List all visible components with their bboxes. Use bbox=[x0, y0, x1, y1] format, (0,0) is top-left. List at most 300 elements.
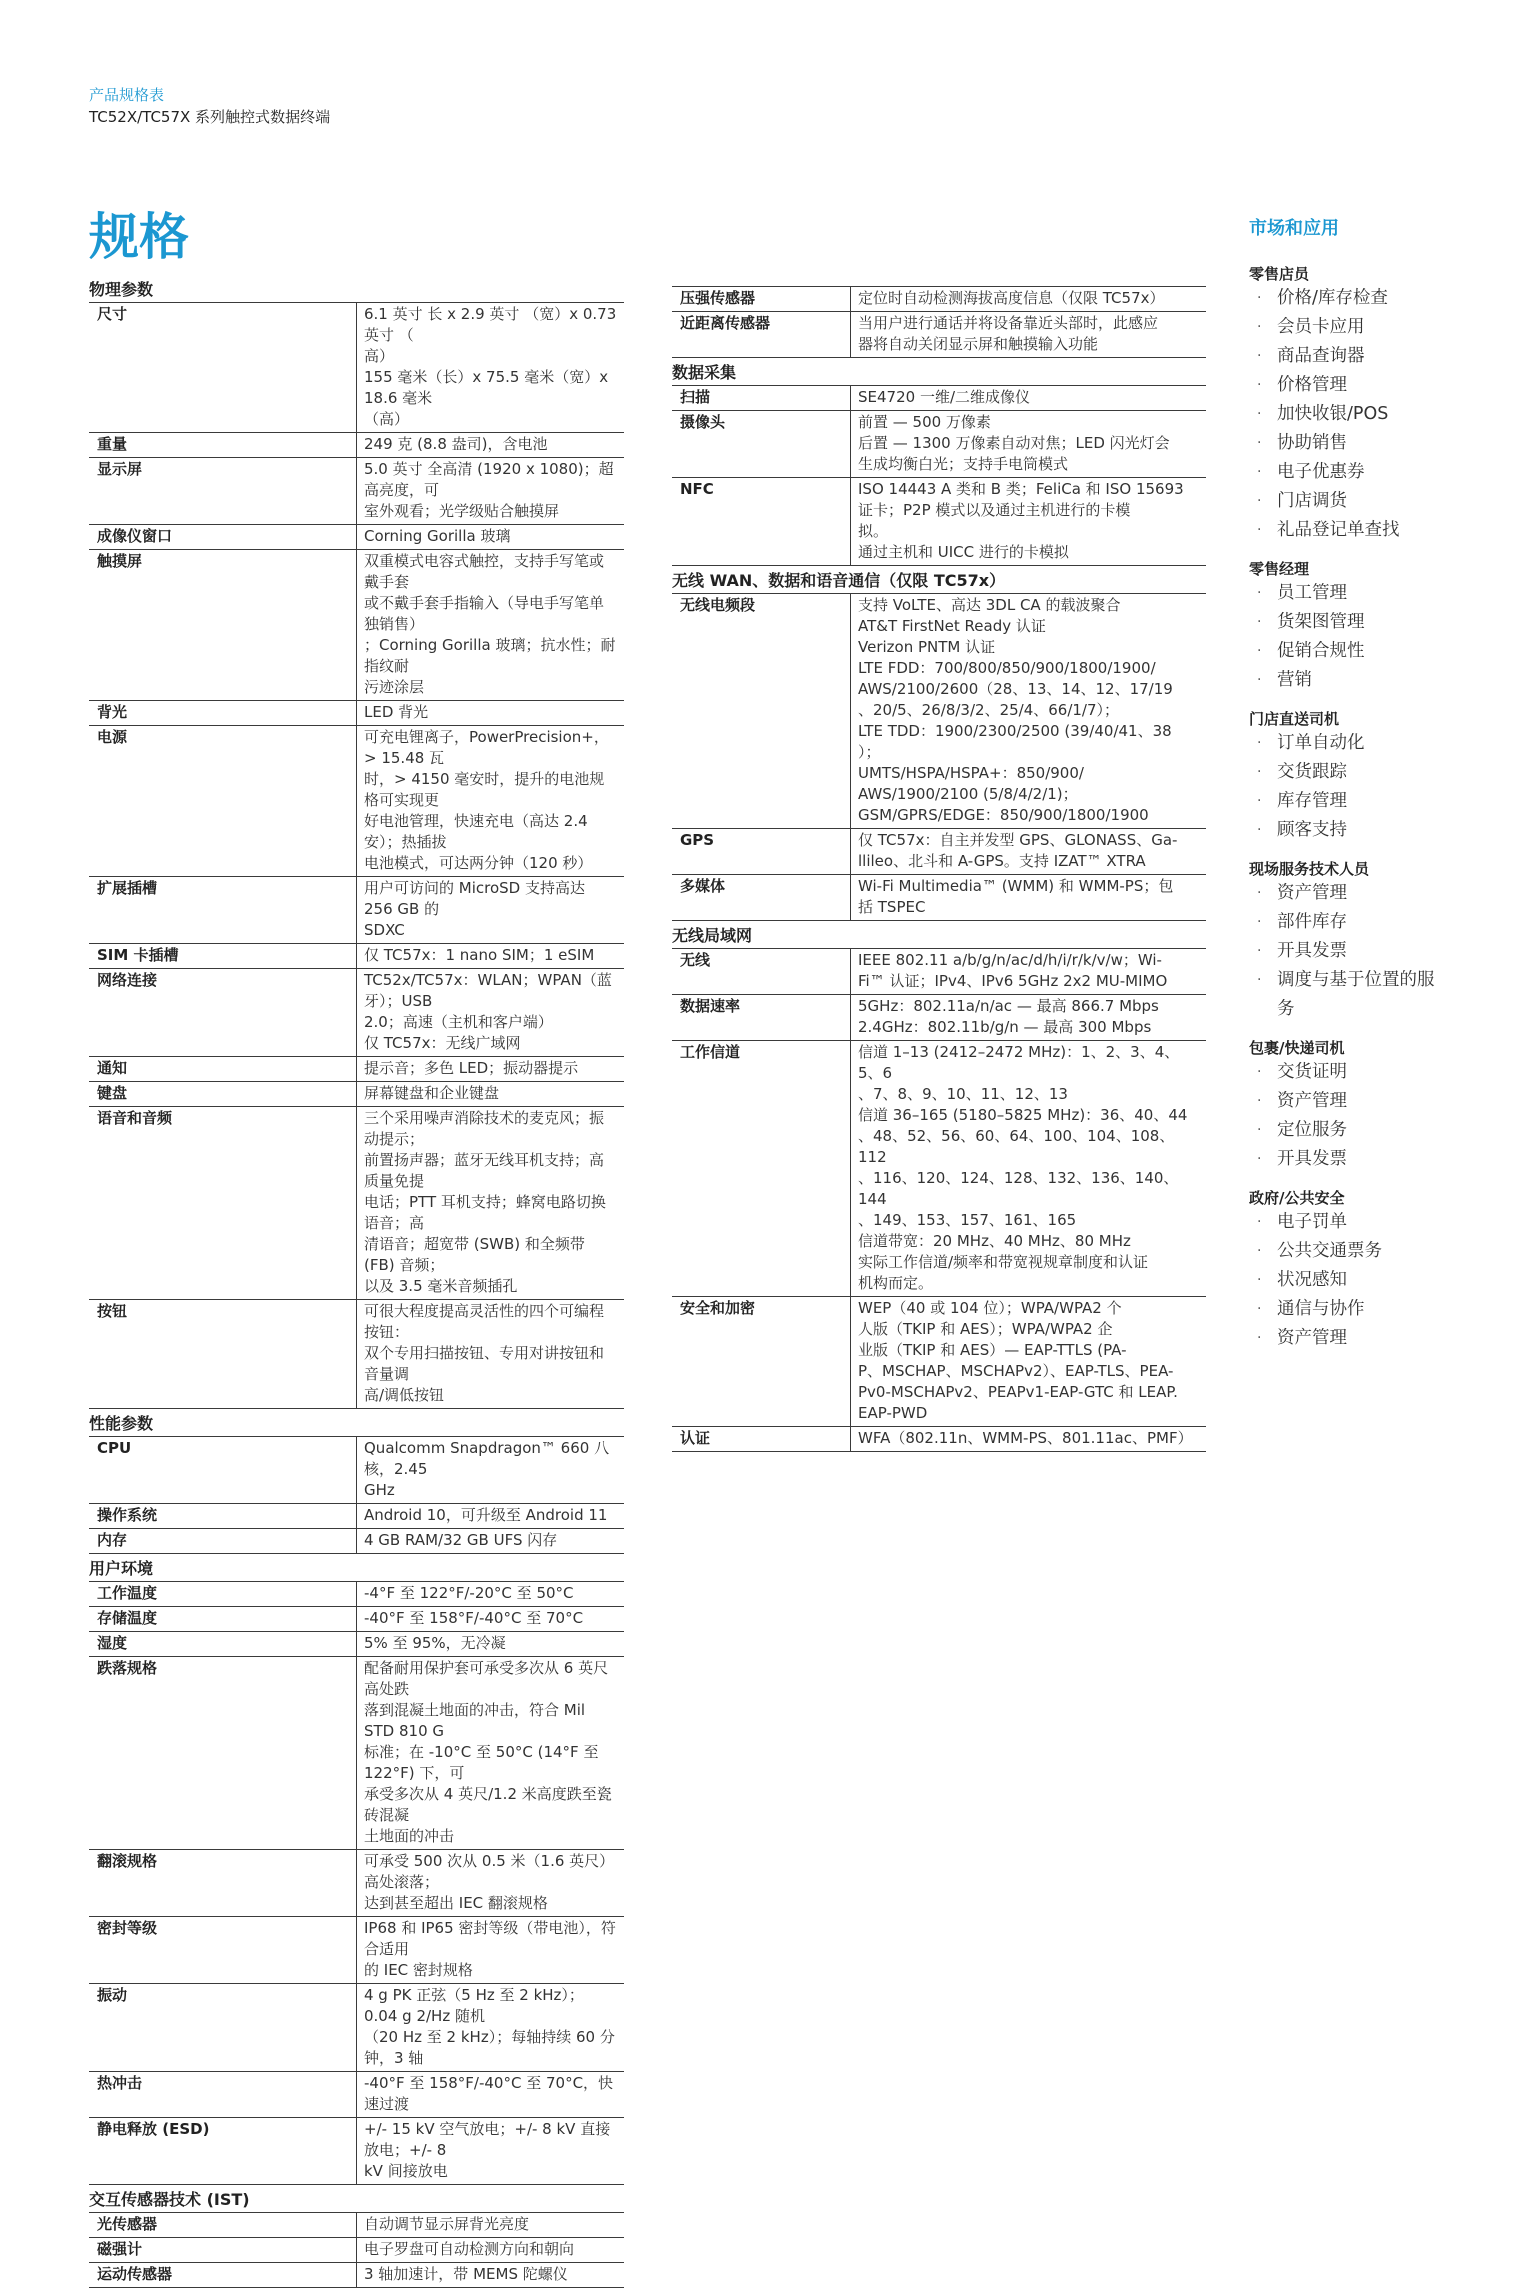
spec-value-line: LTE TDD：1900/2300/2500 (39/40/41、38 bbox=[858, 722, 1172, 740]
spec-value-line: -4°F 至 122°F/-20°C 至 50°C bbox=[364, 1584, 574, 1602]
spec-value-line: 人版（TKIP 和 AES）；WPA/WPA2 企 bbox=[858, 1320, 1113, 1338]
spec-value-line: Qualcomm Snapdragon™ 660 八核，2.45 bbox=[364, 1439, 610, 1478]
spec-value bbox=[357, 1057, 625, 1082]
spec-key: 运动传感器 bbox=[89, 2263, 357, 2288]
page-header bbox=[89, 84, 330, 128]
spec-value-line: 污迹涂层 bbox=[364, 678, 425, 696]
spec-key: 压强传感器 bbox=[672, 287, 851, 312]
spec-value-line: -40°F 至 158°F/-40°C 至 70°C bbox=[364, 1609, 584, 1627]
spec-value bbox=[357, 2263, 625, 2288]
market-item-label: 库存管理 bbox=[1277, 791, 1347, 811]
market-list-item bbox=[1249, 516, 1449, 545]
market-item-label: 门店调货 bbox=[1277, 491, 1347, 511]
spec-value-line: 标准；在 -10°C 至 50°C (14°F 至 122°F) 下，可 bbox=[364, 1743, 599, 1782]
market-group bbox=[1249, 264, 1449, 545]
spec-key: 通知 bbox=[89, 1057, 357, 1082]
spec-value-line: 定位时自动检测海拔高度信息（仅限 TC57x） bbox=[858, 289, 1165, 307]
spec-value-line: GSM/GPRS/EDGE：850/900/1800/1900 bbox=[858, 806, 1149, 824]
spec-value bbox=[357, 1300, 625, 1409]
spec-row bbox=[89, 525, 624, 550]
spec-value-line: 电池模式，可达两分钟（120 秒） bbox=[364, 854, 593, 872]
spec-value-line: 2.0；高速（主机和客户端） bbox=[364, 1013, 553, 1031]
market-group-title: 现场服务技术人员 bbox=[1249, 860, 1370, 878]
spec-key: 语音和音频 bbox=[89, 1107, 357, 1300]
spec-value bbox=[357, 877, 625, 944]
spec-key: 认证 bbox=[672, 1427, 851, 1452]
page-title: 规格 bbox=[89, 208, 189, 266]
spec-key: 湿度 bbox=[89, 1632, 357, 1657]
spec-value-line: 括 TSPEC bbox=[858, 898, 926, 916]
spec-value-line: -40°F 至 158°F/-40°C 至 70°C，快速过渡 bbox=[364, 2074, 614, 2113]
bullet-icon: · bbox=[1257, 822, 1262, 838]
spec-row bbox=[89, 1107, 624, 1300]
spec-row bbox=[89, 2238, 624, 2263]
header-product-line: TC52X/TC57X 系列触控式数据终端 bbox=[89, 108, 331, 126]
spec-value bbox=[357, 303, 625, 433]
market-list-item bbox=[1249, 1116, 1449, 1145]
spec-value-line: 可承受 500 次从 0.5 米（1.6 英尺）高处滚落； bbox=[364, 1852, 615, 1891]
market-list-item bbox=[1249, 966, 1449, 1024]
spec-table-middle bbox=[672, 286, 1206, 1452]
market-list-item bbox=[1249, 1237, 1449, 1266]
spec-value-line: 高） bbox=[364, 347, 395, 365]
spec-key: 成像仪窗口 bbox=[89, 525, 357, 550]
spec-section-header bbox=[89, 275, 624, 303]
spec-value bbox=[357, 701, 625, 726]
market-list-item bbox=[1249, 1058, 1449, 1087]
market-group-title: 政府/公共安全 bbox=[1249, 1189, 1345, 1207]
market-item-label: 状况感知 bbox=[1277, 1270, 1347, 1290]
bullet-icon: · bbox=[1257, 1330, 1262, 1346]
spec-value bbox=[357, 458, 625, 525]
spec-value-line: 3 轴加速计，带 MEMS 陀螺仪 bbox=[364, 2265, 568, 2283]
spec-value-line: Android 10，可升级至 Android 11 bbox=[364, 1506, 608, 1524]
spec-key: 尺寸 bbox=[89, 303, 357, 433]
spec-value bbox=[357, 2238, 625, 2263]
spec-key: 操作系统 bbox=[89, 1504, 357, 1529]
spec-key: 振动 bbox=[89, 1984, 357, 2072]
bullet-icon: · bbox=[1257, 1093, 1262, 1109]
spec-key: CPU bbox=[89, 1437, 357, 1504]
spec-value bbox=[357, 525, 625, 550]
bullet-icon: · bbox=[1257, 914, 1262, 930]
spec-value-line: 承受多次从 4 英尺/1.2 米高度跌至瓷砖混凝 bbox=[364, 1785, 612, 1824]
spec-value bbox=[851, 1041, 1207, 1297]
spec-value bbox=[851, 287, 1207, 312]
spec-section-title: 性能参数 bbox=[89, 1409, 624, 1437]
spec-value-line: GHz bbox=[364, 1481, 395, 1499]
market-list-item bbox=[1249, 284, 1449, 313]
markets-title: 市场和应用 bbox=[1249, 218, 1339, 239]
bullet-icon: · bbox=[1257, 493, 1262, 509]
spec-value-line: 、149、153、157、161、165 bbox=[858, 1211, 1077, 1229]
spec-row bbox=[89, 1607, 624, 1632]
spec-row bbox=[89, 2118, 624, 2185]
market-item-label: 资产管理 bbox=[1277, 1328, 1347, 1348]
bullet-icon: · bbox=[1257, 1301, 1262, 1317]
spec-value bbox=[357, 1437, 625, 1504]
bullet-icon: · bbox=[1257, 585, 1262, 601]
bullet-icon: · bbox=[1257, 1064, 1262, 1080]
spec-key: 静电释放 (ESD) bbox=[89, 2118, 357, 2185]
spec-value-line: Corning Gorilla 玻璃 bbox=[364, 527, 511, 545]
market-item-label: 加快收银/POS bbox=[1277, 404, 1389, 424]
market-item-label: 交货跟踪 bbox=[1277, 762, 1347, 782]
spec-section-header bbox=[672, 358, 1206, 386]
spec-value-line: 电子罗盘可自动检测方向和朝向 bbox=[364, 2240, 575, 2258]
spec-value-line: 4 GB RAM/32 GB UFS 闪存 bbox=[364, 1531, 558, 1549]
spec-row bbox=[89, 1917, 624, 1984]
spec-row bbox=[89, 433, 624, 458]
market-item-label: 会员卡应用 bbox=[1277, 317, 1365, 337]
spec-row bbox=[672, 287, 1206, 312]
spec-key: 无线 bbox=[672, 949, 851, 995]
spec-value bbox=[357, 1582, 625, 1607]
spec-row bbox=[672, 949, 1206, 995]
spec-value-line: ；Corning Gorilla 玻璃；抗水性；耐指纹耐 bbox=[364, 636, 616, 675]
market-item-label: 调度与基于位置的服务 bbox=[1277, 970, 1435, 1019]
spec-value-line: 5GHz：802.11a/n/ac — 最高 866.7 Mbps bbox=[858, 997, 1159, 1015]
spec-value-line: LED 背光 bbox=[364, 703, 429, 721]
market-list-item bbox=[1249, 937, 1449, 966]
spec-value-line: 当用户进行通话并将设备靠近头部时，此感应 bbox=[858, 314, 1159, 332]
spec-value-line: 仅 TC57x：无线广域网 bbox=[364, 1034, 521, 1052]
spec-row bbox=[89, 1082, 624, 1107]
market-list-item bbox=[1249, 1266, 1449, 1295]
bullet-icon: · bbox=[1257, 377, 1262, 393]
spec-value-line: kV 间接放电 bbox=[364, 2162, 448, 2180]
spec-value-line: 或不戴手套手指输入（导电手写笔单独销售） bbox=[364, 594, 605, 633]
spec-value-line: 屏幕键盘和企业键盘 bbox=[364, 1084, 500, 1102]
spec-key: 按钮 bbox=[89, 1300, 357, 1409]
spec-value-line: 拟。 bbox=[858, 522, 889, 540]
spec-value bbox=[357, 2213, 625, 2238]
spec-row bbox=[672, 1427, 1206, 1452]
spec-value-line: WFA（802.11n、WMM-PS、801.11ac、PMF） bbox=[858, 1429, 1193, 1447]
spec-value-line: SDXC bbox=[364, 921, 405, 939]
spec-key: 内存 bbox=[89, 1529, 357, 1554]
markets-sidebar bbox=[1249, 216, 1449, 1367]
spec-value-line: 提示音；多色 LED；振动器提示 bbox=[364, 1059, 579, 1077]
spec-value bbox=[357, 726, 625, 877]
spec-value-line: LTE FDD：700/800/850/900/1800/1900/ bbox=[858, 659, 1156, 677]
spec-row bbox=[89, 2213, 624, 2238]
market-list-item bbox=[1249, 666, 1449, 695]
spec-row bbox=[672, 386, 1206, 411]
bullet-icon: · bbox=[1257, 614, 1262, 630]
spec-key: 工作信道 bbox=[672, 1041, 851, 1297]
spec-value-line: 机构而定。 bbox=[858, 1274, 934, 1292]
bullet-icon: · bbox=[1257, 643, 1262, 659]
spec-section-title: 物理参数 bbox=[89, 275, 624, 303]
spec-value bbox=[357, 1917, 625, 1984]
spec-row bbox=[672, 411, 1206, 478]
spec-key: 工作温度 bbox=[89, 1582, 357, 1607]
spec-value-line: ）； bbox=[858, 743, 881, 761]
spec-value-line: 249 克 (8.8 盎司)，含电池 bbox=[364, 435, 548, 453]
spec-key: 安全和加密 bbox=[672, 1297, 851, 1427]
market-item-label: 交货证明 bbox=[1277, 1062, 1347, 1082]
markets-groups bbox=[1249, 264, 1449, 1353]
spec-key: 显示屏 bbox=[89, 458, 357, 525]
spec-value-line: 双个专用扫描按钮、专用对讲按钮和音量调 bbox=[364, 1344, 605, 1383]
header-category: 产品规格表 bbox=[89, 86, 165, 104]
market-list-item bbox=[1249, 487, 1449, 516]
market-list-item bbox=[1249, 313, 1449, 342]
spec-value-line: 双重模式电容式触控，支持手写笔或戴手套 bbox=[364, 552, 605, 591]
spec-value-line: EAP-PWD bbox=[858, 1404, 928, 1422]
spec-value bbox=[357, 1504, 625, 1529]
bullet-icon: · bbox=[1257, 972, 1262, 988]
spec-row bbox=[672, 478, 1206, 566]
spec-key: 触摸屏 bbox=[89, 550, 357, 701]
spec-row bbox=[89, 944, 624, 969]
market-list-item bbox=[1249, 608, 1449, 637]
spec-key: 近距离传感器 bbox=[672, 312, 851, 358]
spec-value bbox=[357, 550, 625, 701]
spec-value-line: AT&T FirstNet Ready 认证 bbox=[858, 617, 1046, 635]
market-list-item bbox=[1249, 729, 1449, 758]
market-list-item bbox=[1249, 429, 1449, 458]
market-item-label: 价格/库存检查 bbox=[1277, 288, 1388, 308]
spec-row bbox=[89, 1300, 624, 1409]
spec-value-line: Wi-Fi Multimedia™ (WMM) 和 WMM-PS；包 bbox=[858, 877, 1174, 895]
spec-value-line: 、20/5、26/8/3/2、25/4、66/1/7）； bbox=[858, 701, 1120, 719]
spec-value-line: （20 Hz 至 2 kHz）；每轴持续 60 分钟，3 轴 bbox=[364, 2028, 615, 2067]
spec-value bbox=[851, 875, 1207, 921]
spec-value-line: 高/调低按钮 bbox=[364, 1386, 445, 1404]
market-item-label: 营销 bbox=[1277, 670, 1312, 690]
spec-value bbox=[851, 829, 1207, 875]
spec-section-header bbox=[672, 566, 1206, 594]
spec-value-line: 支持 VoLTE、高达 3DL CA 的载波聚合 bbox=[858, 596, 1121, 614]
bullet-icon: · bbox=[1257, 522, 1262, 538]
market-item-label: 电子罚单 bbox=[1277, 1212, 1347, 1232]
bullet-icon: · bbox=[1257, 464, 1262, 480]
market-list-item bbox=[1249, 758, 1449, 787]
market-group-title: 门店直送司机 bbox=[1249, 710, 1340, 728]
market-list-item bbox=[1249, 1208, 1449, 1237]
market-item-label: 促销合规性 bbox=[1277, 641, 1365, 661]
spec-value-line: 仅 TC57x：1 nano SIM；1 eSIM bbox=[364, 946, 595, 964]
spec-value bbox=[851, 478, 1207, 566]
spec-section-header bbox=[89, 1409, 624, 1437]
market-group bbox=[1249, 709, 1449, 845]
spec-value bbox=[357, 944, 625, 969]
spec-value bbox=[851, 411, 1207, 478]
bullet-icon: · bbox=[1257, 1151, 1262, 1167]
bullet-icon: · bbox=[1257, 885, 1262, 901]
market-group bbox=[1249, 1038, 1449, 1174]
market-item-label: 部件库存 bbox=[1277, 912, 1347, 932]
market-item-label: 资产管理 bbox=[1277, 1091, 1347, 1111]
spec-value-line: +/- 15 kV 空气放电；+/- 8 kV 直接放电；+/- 8 bbox=[364, 2120, 611, 2159]
market-item-label: 资产管理 bbox=[1277, 883, 1347, 903]
spec-key: 网络连接 bbox=[89, 969, 357, 1057]
spec-row bbox=[672, 1297, 1206, 1427]
spec-value bbox=[357, 1984, 625, 2072]
spec-key: 磁强计 bbox=[89, 2238, 357, 2263]
spec-value-line: 5% 至 95%，无冷凝 bbox=[364, 1634, 506, 1652]
spec-key: 数据速率 bbox=[672, 995, 851, 1041]
spec-value bbox=[357, 2072, 625, 2118]
spec-value-line: 5.0 英寸 全高清 (1920 x 1080)；超高亮度，可 bbox=[364, 460, 614, 499]
spec-row bbox=[89, 1504, 624, 1529]
spec-value-line: 室外观看；光学级贴合触摸屏 bbox=[364, 502, 560, 520]
spec-key: 密封等级 bbox=[89, 1917, 357, 1984]
spec-key: GPS bbox=[672, 829, 851, 875]
market-item-label: 员工管理 bbox=[1277, 583, 1347, 603]
spec-key: 跌落规格 bbox=[89, 1657, 357, 1850]
spec-key: 键盘 bbox=[89, 1082, 357, 1107]
spec-key: 重量 bbox=[89, 433, 357, 458]
spec-value-line: 155 毫米（长）x 75.5 毫米（宽）x 18.6 毫米 bbox=[364, 368, 609, 407]
spec-value-line: 仅 TC57x：自主并发型 GPS、GLONASS、Ga- bbox=[858, 831, 1178, 849]
market-list-item bbox=[1249, 579, 1449, 608]
spec-value bbox=[851, 995, 1207, 1041]
spec-section-title: 用户环境 bbox=[89, 1554, 624, 1582]
spec-key: SIM 卡插槽 bbox=[89, 944, 357, 969]
bullet-icon: · bbox=[1257, 735, 1262, 751]
spec-value-line: 4 g PK 正弦（5 Hz 至 2 kHz）；0.04 g 2/Hz 随机 bbox=[364, 1986, 584, 2025]
spec-section-header bbox=[89, 2185, 624, 2213]
spec-row bbox=[89, 1984, 624, 2072]
spec-value-line: 证卡；P2P 模式以及通过主机进行的卡模 bbox=[858, 501, 1131, 519]
spec-row bbox=[89, 1582, 624, 1607]
spec-value-line: 配备耐用保护套可承受多次从 6 英尺高处跌 bbox=[364, 1659, 609, 1698]
spec-value bbox=[851, 594, 1207, 829]
spec-value bbox=[357, 1529, 625, 1554]
spec-row bbox=[89, 458, 624, 525]
spec-key: 翻滚规格 bbox=[89, 1850, 357, 1917]
spec-key: 电源 bbox=[89, 726, 357, 877]
market-group bbox=[1249, 859, 1449, 1024]
spec-row bbox=[89, 1529, 624, 1554]
bullet-icon: · bbox=[1257, 943, 1262, 959]
market-list-item bbox=[1249, 1295, 1449, 1324]
bullet-icon: · bbox=[1257, 672, 1262, 688]
market-item-label: 顾客支持 bbox=[1277, 820, 1347, 840]
spec-row bbox=[89, 969, 624, 1057]
market-item-label: 商品查询器 bbox=[1277, 346, 1365, 366]
spec-value bbox=[851, 949, 1207, 995]
spec-value-line: IP68 和 IP65 密封等级（带电池），符合适用 bbox=[364, 1919, 616, 1958]
market-list-item bbox=[1249, 371, 1449, 400]
spec-section-title: 数据采集 bbox=[672, 358, 1206, 386]
spec-value-line: 可充电锂离子，PowerPrecision+，> 15.48 瓦 bbox=[364, 728, 609, 767]
bullet-icon: · bbox=[1257, 348, 1262, 364]
spec-value-line: 前置扬声器；蓝牙无线耳机支持；高质量免提 bbox=[364, 1151, 605, 1190]
market-item-label: 订单自动化 bbox=[1277, 733, 1365, 753]
spec-value-line: UMTS/HSPA/HSPA+：850/900/ bbox=[858, 764, 1084, 782]
spec-value-line: 清语音；超宽带 (SWB) 和全频带 (FB) 音频； bbox=[364, 1235, 585, 1274]
bullet-icon: · bbox=[1257, 793, 1262, 809]
bullet-icon: · bbox=[1257, 435, 1262, 451]
spec-value bbox=[851, 1427, 1207, 1452]
spec-row bbox=[89, 2072, 624, 2118]
spec-value-line: ISO 14443 A 类和 B 类；FeliCa 和 ISO 15693 bbox=[858, 480, 1184, 498]
spec-value bbox=[357, 433, 625, 458]
spec-value-line: 信道 1–13 (2412–2472 MHz)：1、2、3、4、5、6 bbox=[858, 1043, 1180, 1082]
market-item-label: 礼品登记单查找 bbox=[1277, 520, 1400, 540]
spec-value bbox=[357, 1850, 625, 1917]
spec-section-header bbox=[672, 921, 1206, 949]
spec-value bbox=[357, 1607, 625, 1632]
spec-key: NFC bbox=[672, 478, 851, 566]
spec-column-left bbox=[89, 275, 624, 2288]
spec-key: 热冲击 bbox=[89, 2072, 357, 2118]
spec-value-line: 业版（TKIP 和 AES）— EAP-TTLS (PA- bbox=[858, 1341, 1127, 1359]
spec-row bbox=[672, 1041, 1206, 1297]
spec-row bbox=[89, 1850, 624, 1917]
spec-value-line: Verizon PNTM 认证 bbox=[858, 638, 996, 656]
bullet-icon: · bbox=[1257, 406, 1262, 422]
market-list-item bbox=[1249, 787, 1449, 816]
spec-row bbox=[89, 1437, 624, 1504]
market-list-item bbox=[1249, 1324, 1449, 1353]
spec-section-header bbox=[89, 1554, 624, 1582]
market-item-label: 协助销售 bbox=[1277, 433, 1347, 453]
market-list-item bbox=[1249, 458, 1449, 487]
spec-value-line: 信道 36–165 (5180–5825 MHz)：36、40、44 bbox=[858, 1106, 1188, 1124]
market-item-label: 货架图管理 bbox=[1277, 612, 1365, 632]
spec-section-title: 无线 WAN、数据和语音通信（仅限 TC57x） bbox=[672, 566, 1206, 594]
spec-row bbox=[89, 1057, 624, 1082]
spec-value-line: 土地面的冲击 bbox=[364, 1827, 455, 1845]
spec-value-line: 可很大程度提高灵活性的四个可编程按钮： bbox=[364, 1302, 605, 1341]
spec-row bbox=[89, 1632, 624, 1657]
market-group-title: 包裹/快递司机 bbox=[1249, 1039, 1345, 1057]
spec-value-line: 好电池管理，快速充电（高达 2.4 安）；热插拔 bbox=[364, 812, 588, 851]
spec-key: 扫描 bbox=[672, 386, 851, 411]
market-item-label: 公共交通票务 bbox=[1277, 1241, 1382, 1261]
spec-value bbox=[851, 312, 1207, 358]
market-item-label: 电子优惠券 bbox=[1277, 462, 1365, 482]
spec-value-line: TC52x/TC57x：WLAN；WPAN（蓝牙）；USB bbox=[364, 971, 612, 1010]
spec-key: 存储温度 bbox=[89, 1607, 357, 1632]
spec-row bbox=[89, 550, 624, 701]
spec-value-line: AWS/1900/2100 (5/8/4/2/1)； bbox=[858, 785, 1078, 803]
market-list-item bbox=[1249, 1087, 1449, 1116]
spec-value-line: 自动调节显示屏背光亮度 bbox=[364, 2215, 530, 2233]
spec-value-line: （高） bbox=[364, 410, 410, 428]
spec-key: 光传感器 bbox=[89, 2213, 357, 2238]
spec-value-line: 、7、8、9、10、11、12、13 bbox=[858, 1085, 1068, 1103]
bullet-icon: · bbox=[1257, 1122, 1262, 1138]
spec-value-line: P、MSCHAP、MSCHAPv2）、EAP-TLS、PEA- bbox=[858, 1362, 1174, 1380]
spec-value-line: 后置 — 1300 万像素自动对焦；LED 闪光灯会 bbox=[858, 434, 1170, 452]
spec-section-title: 交互传感器技术 (IST) bbox=[89, 2185, 624, 2213]
spec-value-line: 前置 — 500 万像素 bbox=[858, 413, 991, 431]
spec-row bbox=[672, 312, 1206, 358]
spec-row bbox=[672, 594, 1206, 829]
spec-row bbox=[89, 877, 624, 944]
spec-value bbox=[357, 1082, 625, 1107]
market-group-title: 零售经理 bbox=[1249, 560, 1310, 578]
market-item-label: 价格管理 bbox=[1277, 375, 1347, 395]
bullet-icon: · bbox=[1257, 319, 1262, 335]
spec-value bbox=[357, 1632, 625, 1657]
bullet-icon: · bbox=[1257, 290, 1262, 306]
bullet-icon: · bbox=[1257, 1214, 1262, 1230]
spec-value bbox=[357, 2118, 625, 2185]
spec-value-line: 落到混凝土地面的冲击，符合 Mil STD 810 G bbox=[364, 1701, 586, 1740]
market-group bbox=[1249, 1188, 1449, 1353]
spec-value bbox=[851, 1297, 1207, 1427]
spec-key: 摄像头 bbox=[672, 411, 851, 478]
spec-value-line: IEEE 802.11 a/b/g/n/ac/d/h/i/r/k/v/w；Wi- bbox=[858, 951, 1162, 969]
spec-key: 扩展插槽 bbox=[89, 877, 357, 944]
